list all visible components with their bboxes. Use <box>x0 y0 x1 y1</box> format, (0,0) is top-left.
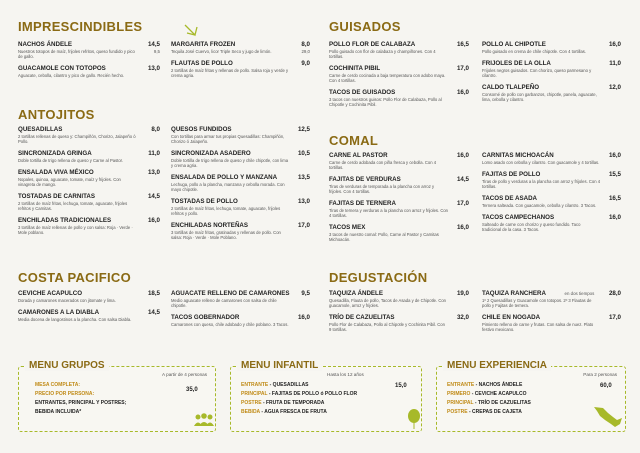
line-value: - CEVICHE ACAPULCO <box>471 391 527 397</box>
item-name: FRIJOLES DE LA OLLA <box>482 60 551 67</box>
line-key: POSTRE <box>241 400 262 406</box>
item-desc: Quesadilla, Flauta de pollo, Tacos de Asada y de Chipotle. Con guacamole, arroz y frijoles. <box>329 298 447 308</box>
item-price: 16,0 <box>608 41 621 48</box>
menu-item <box>482 60 621 78</box>
item-name: POLLO AL CHIPOTLE <box>482 41 546 48</box>
item-desc: Nopales, quinoa, aguacate, tomate, maíz y frijoles. Con vinagreta de mango. <box>18 177 121 187</box>
item-name: TAQUIZA ÁNDELE <box>329 290 383 297</box>
item-name: AGUACATE RELLENO DE CAMARONES <box>171 290 290 297</box>
section-antojitos: ANTOJITOS <box>18 107 95 122</box>
item-name: POLLO FLOR DE CALABAZA <box>329 41 416 48</box>
item-desc: Tiras de pollo y verduras a la plancha con arroz y frijoles. Con 4 tortillas. <box>482 179 601 189</box>
menu-item <box>171 174 310 192</box>
menu-item <box>171 314 310 327</box>
imprescindibles-left <box>18 41 160 84</box>
guisados-left <box>329 41 469 113</box>
item-name: SINCRONIZADA GRINGA <box>18 150 92 157</box>
line-key: PRIMERO <box>447 391 471 397</box>
section-degustacion: DEGUSTACIÓN <box>329 270 428 285</box>
item-desc: Doble tortilla de trigo rellena de queso y chile chipotle, con lima y crema agria. <box>171 158 289 168</box>
item-name: TOSTADAS DE POLLO <box>171 198 238 205</box>
menu-item <box>18 150 160 163</box>
item-price: 17,0 <box>297 222 310 229</box>
menu-infantil-box <box>230 360 422 432</box>
line-key: POSTRE <box>447 409 468 415</box>
item-name: QUESADILLAS <box>18 126 63 133</box>
menu-item <box>482 84 621 102</box>
item-price: 28,0 <box>608 290 621 297</box>
item-desc: Aguacate, cebolla, cilantro y pico de gallo. Recién hecho. <box>18 73 125 78</box>
line-key: PRINCIPAL <box>447 400 474 406</box>
item-price: 19,0 <box>456 290 469 297</box>
line-value: - NACHOS ÁNDELE <box>475 382 523 388</box>
item-desc: Carne de cerdo cocinada a baja temperatura con adobo maya. Con 4 tortillas. <box>329 73 446 83</box>
item-desc: Pollo Flor de Calabaza, Pollo al Chipotle y Cochinita Pibil. Con 9 tortillas. <box>329 322 445 332</box>
section-imprescindibles: IMPRESCINDIBLES <box>18 19 143 34</box>
menu-item <box>482 41 621 54</box>
item-desc: 2 tortillas de maíz fritas y rellenas de pollo. Salsa roja y verde y crema agria. <box>171 68 289 78</box>
item-price: 17,0 <box>456 200 469 207</box>
menu-infantil-subtitle: Hasta los 12 años <box>327 372 364 377</box>
menu-experiencia-title: MENU EXPERIENCIA <box>443 360 551 371</box>
item-name: CHILE EN NOGADA <box>482 314 541 321</box>
item-desc: 3 tortillas de maíz fritas, gratinadas y rellenas de pollo. Con salsa: Roja · Verde · Mole Poblano. <box>171 230 281 240</box>
item-price: 16,5 <box>456 41 469 48</box>
menu-item <box>329 41 469 59</box>
item-desc: Camarones con queso, chile adobado y chile poblano. 3 Tacos. <box>171 322 289 327</box>
item-desc: Lomo asado con cebolla y cilantro. Con guacamole y 4 tortillas. <box>482 160 600 165</box>
menu-item <box>329 65 469 83</box>
menu-item <box>18 126 160 144</box>
menu-infantil-title: MENU INFANTIL <box>237 360 322 371</box>
item-desc: Consomé de pollo con garbanzos, chipotle, panela, aguacate, lima, cebolla y cilantro. <box>482 92 597 102</box>
line-value: - TRÍO DE CAZUELITAS <box>474 400 531 406</box>
item-price: 16,5 <box>608 195 621 202</box>
menu-item <box>482 152 621 165</box>
item-desc: Salteado de carne con chorizo y queso fundido. Taco tradicional de la casa. 3 Tacos. <box>482 222 581 232</box>
item-name: TACOS DE GUISADOS <box>329 89 396 96</box>
line-value: BEBIDA INCLUIDA* <box>35 409 82 415</box>
line-key: MESA COMPLETA: <box>35 382 80 388</box>
arrow-icon <box>183 23 205 42</box>
line-key: PRECIO POR PERSONA: <box>35 391 95 397</box>
item-name: FLAUTAS DE POLLO <box>171 60 233 67</box>
item-desc: Frijoles negros guisados. Con chorizo, queso parmesano y cilantro. <box>482 68 592 78</box>
degustacion-left <box>329 290 469 338</box>
item-price: 12,5 <box>297 126 310 133</box>
item-price: 14,5 <box>147 193 160 200</box>
item-name: FAJITAS DE TERNERA <box>329 200 396 207</box>
item-name: GUACAMOLE CON TOTOPOS <box>18 65 106 72</box>
item-desc: Lechuga, pollo a la plancha, manzana y cebolla morada. Con mayo chipotle. <box>171 182 285 192</box>
item-name: ENCHILADAS TRADICIONALES <box>18 217 112 224</box>
menu-experiencia-box <box>436 360 626 432</box>
menu-item <box>329 176 469 194</box>
menu-item <box>171 126 310 144</box>
item-name: ENSALADA DE POLLO Y MANZANA <box>171 174 278 181</box>
section-comal: COMAL <box>329 133 379 148</box>
item-price: 18,5 <box>147 290 160 297</box>
item-desc: 2 tortillas de maíz fritas, lechuga, tomate, aguacate, frijoles refritos y Carnitas. <box>18 201 128 211</box>
line-key: PRINCIPAL <box>241 391 268 397</box>
menu-item <box>329 314 469 332</box>
menu-grupos-title: MENU GRUPOS <box>25 360 109 371</box>
item-desc: 3 tortillas de maíz rellenas de pollo y con salsa: Roja · Verde · Mole poblano. <box>18 225 133 235</box>
item-name: TACOS GOBERNADOR <box>171 314 240 321</box>
menu-item <box>482 195 621 208</box>
item-price: 11,0 <box>609 60 621 67</box>
item-name: CARNITAS MICHOACÁN <box>482 152 554 159</box>
menu-infantil-price: 15,0 <box>395 383 407 389</box>
item-desc: Media docena de langostinos a la plancha. Con salsa Diabla. <box>18 317 132 322</box>
item-desc: 3 tacos de nuestro comal: Pollo, Carne al Pastor y Carnitas Michoacán. <box>329 232 439 242</box>
comal-left <box>329 152 469 248</box>
item-desc: Carne de cerdo adobada con piña fresca y cebolla. Con 4 tortillas. <box>329 160 437 170</box>
line-key: ENTRANTE <box>447 382 475 388</box>
menu-item <box>18 309 160 322</box>
menu-item <box>482 171 621 189</box>
line-value: - FRUTA DE TEMPORADA <box>262 400 325 406</box>
item-price: 14,5 <box>147 41 160 48</box>
item-name: COCHINITA PIBIL <box>329 65 381 72</box>
menu-item <box>18 193 160 211</box>
item-desc: 2 tortillas rellenas de queso y: Champiñón, Chorizo, Jalapeño ó Pollo. <box>18 134 136 144</box>
item-price: 11,0 <box>148 150 160 157</box>
item-desc: 1º 2 Quesadillas y Guacamole con totopos. 2º 3 Flautas de pollo y Fajitas de ternera. <box>482 298 592 308</box>
menu-item <box>18 290 160 303</box>
comal-right <box>482 152 621 238</box>
menu-item <box>329 200 469 218</box>
menu-item <box>329 152 469 170</box>
menu-grupos-price: 35,0 <box>186 387 198 393</box>
menu-experiencia-subtitle: Para 2 personas <box>583 372 617 377</box>
item-name: CAMARONES A LA DIABLA <box>18 309 100 316</box>
item-name: CARNE AL PASTOR <box>329 152 388 159</box>
item-name: FAJITAS DE VERDURAS <box>329 176 401 183</box>
antojitos-left <box>18 126 160 241</box>
item-desc: Con tortillas para armar tus propias Quesadillas: Champiñón, Chorizo ó Jalapeño. <box>171 134 285 144</box>
menu-item <box>482 214 621 232</box>
item-desc: Nuestros totopos de maíz, frijoles refritos, queso fundido y pico de gallo. <box>18 49 135 59</box>
item-name: TACOS CAMPECHANOS <box>482 214 555 221</box>
item-price: 14,5 <box>456 176 469 183</box>
imprescindibles-right <box>171 41 310 84</box>
item-desc: Pimiento relleno de carne y frutas. Con salsa de nuez. Plato festivo mexicano. <box>482 322 594 332</box>
item-price: 13,0 <box>147 169 160 176</box>
menu-item <box>171 290 310 308</box>
item-price: 9,5 <box>301 290 310 297</box>
item-name: QUESOS FUNDIDOS <box>171 126 232 133</box>
item-desc: Pollo guisado con flor de calabaza y champiñones. Con 4 tortillas. <box>329 49 436 59</box>
item-price: 8,0 <box>301 41 310 48</box>
menu-item <box>329 224 469 242</box>
item-price: 13,0 <box>297 198 310 205</box>
item-name: ENSALADA VIVA MÉXICO <box>18 169 94 176</box>
item-price: 9,0 <box>301 60 310 67</box>
item-price: 32,0 <box>456 314 469 321</box>
line-value: - AGUA FRESCA DE FRUTA <box>261 409 327 415</box>
item-desc: 3 tacos con nuestros guisos: Pollo Flor de Calabaza, Pollo al Chipotle y Cochinita Pibil. <box>329 97 442 107</box>
menu-item <box>329 290 469 308</box>
item-price: 16,0 <box>147 217 160 224</box>
item-desc: Tequila José Cuervo, licor Triple Seco y jugo de limón. <box>171 49 272 54</box>
menu-item <box>18 217 160 235</box>
item-name: ENCHILADAS NORTEÑAS <box>171 222 249 229</box>
degustacion-right <box>482 290 621 338</box>
line-value: - FAJITAS DE POLLO ó POLLO FLOR <box>268 391 358 397</box>
menu-item <box>482 290 621 308</box>
item-name: NACHOS ÁNDELE <box>18 41 72 48</box>
item-desc: 2 tortillas de maíz fritas, lechuga, tomate, aguacate, frijoles refritos y pollo. <box>171 206 281 216</box>
item-note: en dos tiempos <box>564 291 595 296</box>
section-guisados: GUISADOS <box>329 19 401 34</box>
item-price: 16,0 <box>608 152 621 159</box>
menu-item <box>171 150 310 168</box>
item-price: 16,0 <box>456 152 469 159</box>
item-alt-price: 9,5 <box>153 49 160 54</box>
item-price: 12,0 <box>608 84 621 91</box>
item-desc: Doble tortilla de trigo rellena de queso y Carne al Pastor. <box>18 158 123 163</box>
item-alt-price: 29,0 <box>301 49 310 54</box>
menu-item <box>171 222 310 240</box>
menu-grupos-box <box>18 360 216 432</box>
menu-item <box>18 65 160 78</box>
item-desc: Tiras de verduras de temporada a la plancha con arroz y frijoles. Con 4 tortillas. <box>329 184 435 194</box>
menu-item <box>18 41 160 59</box>
item-name: CALDO TLALPEÑO <box>482 84 540 91</box>
item-desc: Ternera salteada. Con guacamole, cebolla y cilantro. 3 Tacos. <box>482 203 597 208</box>
mexico-map-icon <box>593 405 623 434</box>
item-price: 16,0 <box>297 314 310 321</box>
item-price: 16,0 <box>608 214 621 221</box>
item-name: TOSTADAS DE CARNITAS <box>18 193 96 200</box>
item-desc: Pollo guisado en crema de chile chipotle. Con 4 tortillas. <box>482 49 587 54</box>
line-value: - CREPAS DE CAJETA <box>468 409 522 415</box>
antojitos-right <box>171 126 310 246</box>
item-desc: Tiras de ternera y verduras a la plancha con arroz y frijoles. Con 4 tortillas. <box>329 208 449 218</box>
item-name: TAQUIZA RANCHERA <box>482 290 546 297</box>
group-icon <box>193 413 215 432</box>
menu-experiencia-price: 60,0 <box>600 383 612 389</box>
item-name: MARGARITA FROZEN <box>171 41 236 48</box>
item-name: TACOS MEX <box>329 224 366 231</box>
menu-item <box>171 198 310 216</box>
item-price: 14,5 <box>147 309 160 316</box>
costa-left <box>18 290 160 328</box>
line-value: - QUESADILLAS <box>269 382 309 388</box>
balloon-icon <box>407 409 421 434</box>
menu-item <box>171 41 310 54</box>
line-key: BEBIDA <box>241 409 260 415</box>
item-name: CEVICHE ACAPULCO <box>18 290 83 297</box>
item-price: 15,5 <box>608 171 621 178</box>
line-value: ENTRANTES, PRINCIPAL Y POSTRES; <box>35 400 127 406</box>
menu-item <box>482 314 621 332</box>
menu-item <box>18 169 160 187</box>
item-desc: Medio aguacate relleno de camarones con salsa de chile chipotle. <box>171 298 277 308</box>
item-desc: Dorada y camarones macerados con jitomate y lima. <box>18 298 116 303</box>
item-name: FAJITAS DE POLLO <box>482 171 541 178</box>
guisados-right <box>482 41 621 108</box>
line-key: ENTRANTE <box>241 382 269 388</box>
menu-grupos-subtitle: A partir de 4 personas <box>162 372 207 377</box>
item-name: TACOS DE ASADA <box>482 195 538 202</box>
item-price: 16,0 <box>456 224 469 231</box>
menu-item <box>171 60 310 78</box>
item-price: 17,0 <box>608 314 621 321</box>
item-price: 10,5 <box>297 150 310 157</box>
item-price: 8,0 <box>151 126 160 133</box>
item-price: 16,0 <box>456 89 469 96</box>
item-name: TRÍO DE CAZUELITAS <box>329 314 395 321</box>
section-costa-pacifico: COSTA PACIFICO <box>18 270 132 285</box>
menu-item <box>329 89 469 107</box>
item-price: 13,5 <box>297 174 310 181</box>
item-price: 13,0 <box>147 65 160 72</box>
item-name: SINCRONIZADA ASADERO <box>171 150 251 157</box>
item-price: 17,0 <box>456 65 469 72</box>
costa-right <box>171 290 310 333</box>
